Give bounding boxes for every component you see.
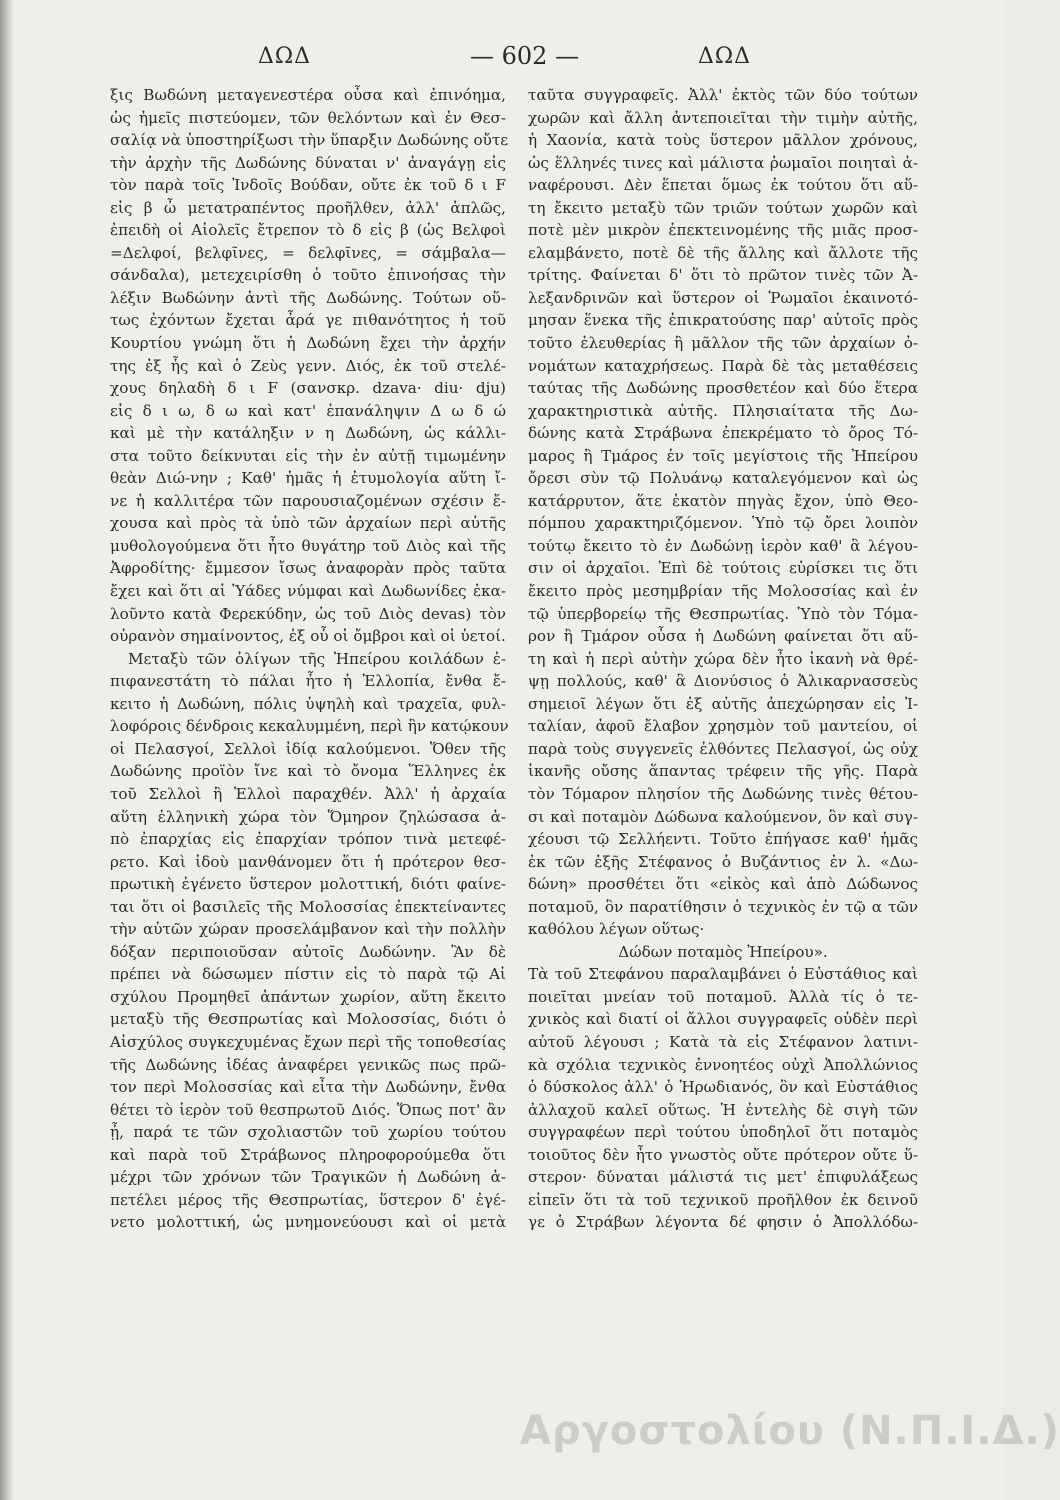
text-line: σάνδαλα), μετεχειρίσθη ὁ τοῦτο ἐπινοήσας τὴν xyxy=(110,266,506,285)
text-line: αὐτοῦ λέγουσι ; Κατὰ τὰ εἰς Στέφανον λατινι- xyxy=(528,1032,918,1051)
text-line: τον περὶ Μολοσσίας καὶ εἶτα τὴν Δωδώνην, ἔνθα xyxy=(110,1078,506,1097)
header-left-term: ΔΩΔ xyxy=(258,44,312,69)
text-line: δώνη» προσθέτει ὅτι «εἰκὸς καὶ ἀπὸ Δώδωνος xyxy=(528,875,918,894)
text-line: Κουρτίου γνώμη ὅτι ἡ Δωδώνη ἔχει τὴν ἀρχήν xyxy=(110,334,506,353)
text-line: οὐρανὸν σημαίνοντος, ἐξ οὗ οἱ ὄμβροι καὶ οἱ ὑετοί. xyxy=(110,627,506,646)
text-line: τὴν αὐτῶν χώραν προσελάμβανον καὶ τὴν πολλὴν xyxy=(110,920,506,939)
text-line: τῷ ὑπερβορείῳ τῆς Θεσπρωτίας. Ὑπὸ τὸν Τόμα- xyxy=(528,604,918,623)
text-line: αὕτη ἑλληνικὴ χώρα τὸν Ὅμηρον ζηλώσασα ἀ- xyxy=(110,807,506,826)
text-line: παρὰ τοὺς συγγενεῖς ἐλθόντες Πελασγοί, ὡς οὐχ xyxy=(528,739,918,758)
book-spine-shadow xyxy=(0,0,14,1500)
text-line: τοιοῦτος δὲν ἦτο γνωστὸς οὔτε πρότερον οὔτε ὕ- xyxy=(528,1145,918,1164)
text-line: ταῦτα συγγραφεῖς. Ἀλλ' ἐκτὸς τῶν δύο τούτων xyxy=(528,86,918,104)
library-watermark: Αργοστολίου (Ν.Π.Ι.Δ.) xyxy=(520,1408,1060,1454)
text-line: ὡς ἡμεῖς πιστεύομεν, τῶν θελόντων καὶ ἐν Θεσ- xyxy=(110,108,506,127)
text-line: δόξαν περιποιοῦσαν αὐτοῖς Δωδώνην. Ἂν δὲ xyxy=(110,942,506,961)
header-right-term: ΔΩΔ xyxy=(698,44,752,69)
text-line: ταύτας τῆς Δωδώνης προσθετέον καὶ δύο ἕτερα xyxy=(528,379,918,398)
text-line: καθόλου λέγων οὕτως· xyxy=(528,920,705,939)
text-line: στα τοῦτο δείκνυται εἰς τὴν ἐν αὐτῇ τιμωμένην xyxy=(110,446,506,465)
text-line: ἀλλαχοῦ καλεῖ οὕτως. Ἡ ἐντελὴς δὲ σιγὴ τῶν xyxy=(528,1100,918,1119)
text-line: χουσα καὶ πρὸς τὰ ὑπὸ τῶν ἀρχαίων περὶ αὐτῆς xyxy=(110,514,506,533)
text-line: νε ἡ καλλιτέρα τῶν παρουσιαζομένων σχέσιν ἔ- xyxy=(110,491,506,510)
text-line: οἱ Πελασγοί, Σελλοὶ ἰδίᾳ καλούμενοι. Ὅθεν τῆς xyxy=(110,739,506,758)
text-line: εἰς δ ι ω, δ ω καὶ κατ' ἐπανάληψιν Δ ω δ ώ xyxy=(110,401,506,420)
text-line: τὸν παρὰ τοῖς Ἰνδοῖς Βούδαν, οὔτε ἐκ τοῦ δ ι F xyxy=(110,176,506,195)
text-line: ὄρεσι σὺν τῷ Πολυάνῳ καταλεγόμενον καὶ ὡς xyxy=(528,469,918,488)
text-line: μαρος ἢ Τμάρος ἐν τοῖς μεγίστοις τῆς Ἠπείρου xyxy=(528,446,918,465)
text-line: χνικὸς καὶ διατί οἱ ἄλλοι συγγραφεῖς οὐδὲν περὶ xyxy=(528,1010,918,1029)
text-line: ἔκειτο πρὸς μεσημβρίαν τῆς Μολοσσίας καὶ ἐν xyxy=(528,582,918,601)
text-line: λέξιν Βωδώνην ἀντὶ τῆς Δωδώνης. Τούτων οὕ- xyxy=(110,288,506,307)
text-line: γε ὁ Στράβων λέγοντα δέ φησιν ὁ Ἀπολλόδω- xyxy=(528,1213,918,1232)
text-line: πρέπει νὰ δώσωμεν πίστιν εἰς τὸ παρὰ τῷ Αἰ xyxy=(110,965,506,984)
text-line: νομάτων καταχρήσεως. Παρὰ δὲ τὰς μεταθέσεις xyxy=(528,356,918,375)
text-line: δώνης κατὰ Στράβωνα ἐπεκρέματο τὸ ὄρος Τό- xyxy=(528,424,918,443)
text-line: τὴν ἀρχὴν τῆς Δωδώνης δύναται ν' ἀναγάγῃ εἰς xyxy=(110,153,506,172)
text-line: τὸν Τόμαρον πλησίον τῆς Δωδώνης τινὲς θέτου- xyxy=(528,784,918,803)
text-line: ἐπειδὴ οἱ Αἰολεῖς ἔτρεπον τὸ δ εἰς β (ὡς Βελφοὶ xyxy=(110,221,506,240)
page-number: — 602 — xyxy=(470,42,580,70)
text-line: τη ἔκειτο μεταξὺ τῶν τριῶν τούτων χωρῶν καὶ xyxy=(528,198,918,217)
text-line: τρίτης. Φαίνεται δ' ὅτι τὸ πρῶτον τινὲς τῶν Ἀ- xyxy=(528,266,918,285)
text-line: πιφανεστάτη τὸ πάλαι ἦτο ἡ Ἑλλοπία, ἔνθα ἔ- xyxy=(110,672,506,691)
text-line: ἱκανῆς οὔσης ἅπαντας τρέφειν τῆς γῆς. Παρὰ xyxy=(528,762,918,781)
text-line: λεξανδρινῶν καὶ ὕστερον οἱ Ῥωμαῖοι ἐκαινοτό- xyxy=(528,288,918,307)
text-line: πετέλει μέρος τῆς Θεσπρωτίας, ὕστερον δ' ἐγέ- xyxy=(110,1190,506,1209)
text-line: τούτῳ ἔκειτο τὸ ἐν Δωδώνῃ ἱερὸν καθ' ἃ λέγου- xyxy=(528,536,918,555)
text-line: Αἰσχύλος συγκεχυμένας ἔχων περὶ τῆς τοποθεσίας xyxy=(110,1032,506,1051)
text-line: ξις Βωδώνη μεταγενεστέρα οὖσα καὶ ἐπινόημα, xyxy=(110,86,506,104)
text-line: Δωδώνης προϊὸν ἴνε καὶ τὸ ὄνομα Ἕλληνες ἐκ xyxy=(110,762,506,781)
text-line: πὸ ἐπαρχίας εἰς ἐπαρχίαν τρόπον τινὰ μετεφέ- xyxy=(110,830,506,849)
text-line: λοφόροις δένδροις κεκαλυμμένη, περὶ ἣν κατῴκουν xyxy=(110,717,509,736)
text-line: λοῦντο κατὰ Φερεκύδην, ὡς τοῦ Διὸς devas) τὸν xyxy=(110,604,506,623)
text-line: ναφέρουσι. Δὲν ἕπεται ὅμως ἐκ τούτου ὅτι αὕ- xyxy=(528,176,918,195)
text-line: χωρῶν καὶ ἄλλη ἀντεποιεῖται τὴν τιμὴν αὐτῆς, xyxy=(528,108,918,127)
text-line: κὰ σχόλια τεχνικὸς ἐννοητέος οὐχὶ Ἀπολλώνιος xyxy=(528,1055,918,1074)
text-line: καὶ παρὰ τοῦ Στράβωνος πληροφορούμεθα ὅτι xyxy=(110,1145,506,1164)
text-line: μέχρι τῶν χρόνων τῶν Τραγικῶν ἡ Δωδώνη ἀ- xyxy=(110,1168,506,1187)
running-header xyxy=(0,44,1003,78)
text-line: μυθολογούμενα ὅτι ἦτο θυγάτηρ τοῦ Διὸς καὶ τῆς xyxy=(110,536,506,555)
text-line: ἔχει καὶ ὅτι αἱ Ὑάδες νύμφαι καὶ Δωδωνίδες ἐκα- xyxy=(110,582,506,601)
text-line: ελαμβάνετο, ποτὲ δὲ τῆς ἄλλης καὶ ἄλλοτε τῆς xyxy=(528,243,918,262)
text-line: ποταμοῦ, ὃν παρατίθησιν ὁ τεχνικὸς ἐν τῷ α τῶν xyxy=(528,897,918,916)
text-line: ποιεῖται μνείαν τοῦ ποταμοῦ. Ἀλλὰ τίς ὁ τε- xyxy=(528,987,918,1006)
text-line: σιν οἱ ἀρχαῖοι. Ἐπὶ δὲ τούτοις εὑρίσκει τις ὅτι xyxy=(528,559,918,578)
text-line: Δώδων ποταμὸς Ἠπείρου». xyxy=(618,942,828,961)
text-line: κειτο ἡ Δωδώνη, πόλις ὑψηλὴ καὶ τραχεῖα, φυλ- xyxy=(110,694,506,713)
text-line: χέουσι τῷ Σελλήεντι. Τοῦτο ἐπήγασε καθ' ἡμᾶς xyxy=(528,830,918,849)
text-line: ἡ Χαονία, κατὰ τοὺς ὕστερον μᾶλλον χρόνους, xyxy=(528,131,918,150)
text-line: σι καὶ ποταμὸν Δώδωνα καλούμενον, ὃν καὶ συγ- xyxy=(528,807,918,826)
text-line: ται ὅτι οἱ βασιλεῖς τῆς Μολοσσίας ἐπεκτείναντες xyxy=(110,897,506,916)
text-column-left xyxy=(110,84,509,1234)
text-line: ψῃ πολλούς, καθ' ἃ Διονύσιος ὁ Ἀλικαρνασσεὺς xyxy=(528,672,918,691)
text-line: εἰπεῖν ὅτι τὰ τοῦ τεχνικοῦ προῆλθον ἐκ δεινοῦ xyxy=(528,1190,918,1209)
text-line: =Δελφοί, βελφῖνες, = δελφῖνες, = σάμβαλα— xyxy=(110,243,506,262)
text-line: εἰς β ὦ μετατραπέντος προῆλθεν, ἀλλ' ἁπλῶς, xyxy=(110,198,506,217)
text-line: τοῦτο ἐλευθερίας ἢ μᾶλλον τῆς τῶν ἀρχαίων ὀ- xyxy=(528,334,918,353)
text-line: ἐκ τῶν ἑξῆς Στέφανος ὁ Βυζάντιος ἐν λ. «Δω- xyxy=(528,852,918,871)
text-line: σημειοῖ λέγων ὅτι ἐξ αὐτῆς ἀπεχώρησαν εἰς Ἰ- xyxy=(528,694,918,713)
text-line: νετο μολοττική, ὡς μνημονεύουσι καὶ οἱ μετὰ xyxy=(110,1213,506,1232)
text-line: Τὰ τοῦ Στεφάνου παραλαμβάνει ὁ Εὐστάθιος καὶ xyxy=(528,965,918,984)
text-line: Μεταξὺ τῶν ὀλίγων τῆς Ἠπείρου κοιλάδων ἐ- xyxy=(128,649,506,668)
text-line: ὁ δύσκολος ἀλλ' ὁ Ἡρωδιανός, ὃν καὶ Εὐστάθιος xyxy=(528,1078,918,1097)
text-line: καὶ μὲ τὴν κατάληξιν ν η Δωδώνη, ὡς κάλλι- xyxy=(110,424,506,443)
text-line: της ἐξ ἧς καὶ ὁ Ζεὺς γενν. Διός, ἐκ τοῦ στελέ- xyxy=(110,356,506,375)
text-line: Ἀφροδίτης· ἔμμεσον ἴσως ἀναφορὰν πρὸς ταῦτα xyxy=(110,559,506,578)
text-line: συγγραφέων περὶ τούτου ὑποδηλοῖ ὅτι ποταμὸς xyxy=(528,1123,918,1142)
text-line: ὡς ἕλληνές τινες καὶ μάλιστα ῥωμαῖοι ποιηταὶ ἀ- xyxy=(528,153,918,172)
text-line: πρωτικὴ ἐγένετο ὕστερον μολοττική, διότι φαίνε- xyxy=(110,875,506,894)
text-line: χους δηλαδὴ δ ι F (σανσκρ. dzava· diu· dju) xyxy=(110,379,506,398)
text-line: ρετο. Καὶ ἰδοὺ μανθάνομεν ὅτι ἡ πρότερον θεσ- xyxy=(110,852,506,871)
text-line: κατάρρυτον, ἅτε ἑκατὸν πηγὰς ἔχον, ὑπὸ Θεο- xyxy=(528,491,918,510)
text-line: τῆς Δωδώνης ἰδέας ἀναφέρει γενικῶς πως πρῶ- xyxy=(110,1055,506,1074)
text-line: ταλίαν, ἀφοῦ ἔλαβον χρησμὸν τοῦ μαντείου, οἱ xyxy=(528,717,918,736)
text-line: ποτὲ μὲν μικρὸν ἐπεκτεινομένης τῆς μιᾶς προσ- xyxy=(528,221,918,240)
text-line: θεὰν Διώ-νην ; Καθ' ἡμᾶς ἡ ἐτυμολογία αὕτη ἴ- xyxy=(110,469,506,488)
text-column-right xyxy=(528,84,918,1234)
text-line: πόμπου χαρακτηριζόμενον. Ὑπὸ τῷ ὄρει λοιπὸν xyxy=(528,514,918,533)
text-line: θέτει τὸ ἱερὸν τοῦ θεσπρωτοῦ Διός. Ὅπως ποτ' ἂν xyxy=(110,1100,506,1119)
text-line: τοῦ Σελλοὶ ἢ Ἑλλοὶ παραχθέν. Ἀλλ' ἡ ἀρχαία xyxy=(110,784,506,803)
text-line: μησαν ἕνεκα τῆς ἐπικρατούσης παρ' αὐτοῖς πρὸς xyxy=(528,311,918,330)
text-line: ρον ἢ Τμάρον οὖσα ἡ Δωδώνη φαίνεται ὅτι αὕ- xyxy=(528,627,918,646)
text-line: χαρακτηριστικὰ αὐτῆς. Πλησιαίτατα τῆς Δω- xyxy=(528,401,918,420)
text-line: τη καὶ ἡ περὶ αὐτὴν χώρα δὲν ἦτο ἱκανὴ νὰ θρέ- xyxy=(528,649,918,668)
text-line: σχύλου Προμηθεῖ ἁπάντων χωρίον, αὕτη ἔκειτο xyxy=(110,987,506,1006)
text-line: τως ἐχόντων ἔχεται ἆρά γε πιθανότητος ἡ τοῦ xyxy=(110,311,506,330)
text-line: ᾖ, παρά τε τῶν σχολιαστῶν τοῦ χωρίου τούτου xyxy=(110,1123,506,1142)
text-line: σαλίᾳ νὰ ὑποστηρίξωσι τὴν ὕπαρξιν Δωδώνης οὔτε xyxy=(110,131,509,150)
text-line: μεταξὺ τῆς Θεσπρωτίας καὶ Μολοσσίας, διότι ὁ xyxy=(110,1010,506,1029)
text-line: στερον· δύναται μάλιστά τις μετ' ἐπιφυλάξεως xyxy=(528,1168,918,1187)
